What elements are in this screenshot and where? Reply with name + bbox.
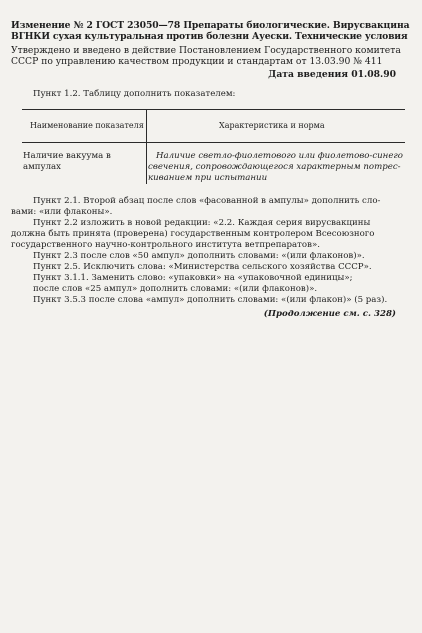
table-intro: Пункт 1.2. Таблицу дополнить показателем: bbox=[33, 89, 236, 99]
paragraph-line-3: Пункт 2.2 изложить в новой редакции: «2.2. Каждая серия вирусвакцины bbox=[33, 218, 371, 228]
paragraph-line-8: Пункт 3.1.1. Заменить слово: «упаковки» на «упаковочной единицы»; bbox=[33, 273, 353, 283]
header-title-line-2: ВГНКИ сухая культуральная против болезни Ауески. Технические условия bbox=[11, 31, 408, 42]
paragraph-line-10: Пункт 3.5.3 после слова «ампул» дополнить словами: «(или флакон)» (5 раз). bbox=[33, 295, 388, 305]
approval-line-1: Утверждено и введено в действие Постановлением Государственного комитета bbox=[11, 45, 401, 56]
row-indicator-name-line-1: Наличие вакуума в bbox=[23, 151, 111, 161]
column-header-norm: Характеристика и норма bbox=[219, 121, 325, 130]
table-header-border bbox=[22, 142, 405, 143]
paragraph-line-2: вами: «или флаконы». bbox=[11, 207, 113, 217]
table-top-border bbox=[22, 109, 405, 110]
paragraph-line-5: государственного научно-контрольного института ветпрепаратов». bbox=[11, 240, 320, 250]
paragraph-line-4: должна быть принята (проверена) государственным контролером Всесоюзного bbox=[11, 229, 375, 239]
approval-line-2: СССР по управлению качеством продукции и стандартам от 13.03.90 № 411 bbox=[11, 56, 383, 67]
paragraph-line-1: Пункт 2.1. Второй абзац после слов «фасованной в ампулы» дополнить сло- bbox=[33, 196, 381, 206]
effective-date: Дата введения 01.08.90 bbox=[268, 69, 396, 80]
continuation-note: (Продолжение см. с. 328) bbox=[263, 309, 396, 319]
paragraph-line-9: после слов «25 ампул» дополнить словами: «(или флаконов)». bbox=[33, 284, 318, 294]
table-column-divider bbox=[146, 109, 147, 184]
paragraph-line-6: Пункт 2.3 после слов «50 ампул» дополнить словами: «(или флаконов)». bbox=[33, 251, 365, 261]
row-norm-line-3: киванием при испытании bbox=[148, 173, 268, 183]
column-header-indicator: Наименование показателя bbox=[30, 121, 144, 130]
row-norm-line-1: Наличие светло-фиолетового или фиолетово-синего bbox=[156, 151, 403, 161]
row-norm-line-2: свечения, сопровождающегося характерным потрес- bbox=[148, 162, 401, 172]
header-title-line-1: Изменение № 2 ГОСТ 23050—78 Препараты биологические. Вирусвакцина bbox=[11, 20, 410, 31]
row-indicator-name-line-2: ампулах bbox=[23, 162, 62, 172]
paragraph-line-7: Пункт 2.5. Исключить слова: «Министерства сельского хозяйства СССР». bbox=[33, 262, 372, 272]
